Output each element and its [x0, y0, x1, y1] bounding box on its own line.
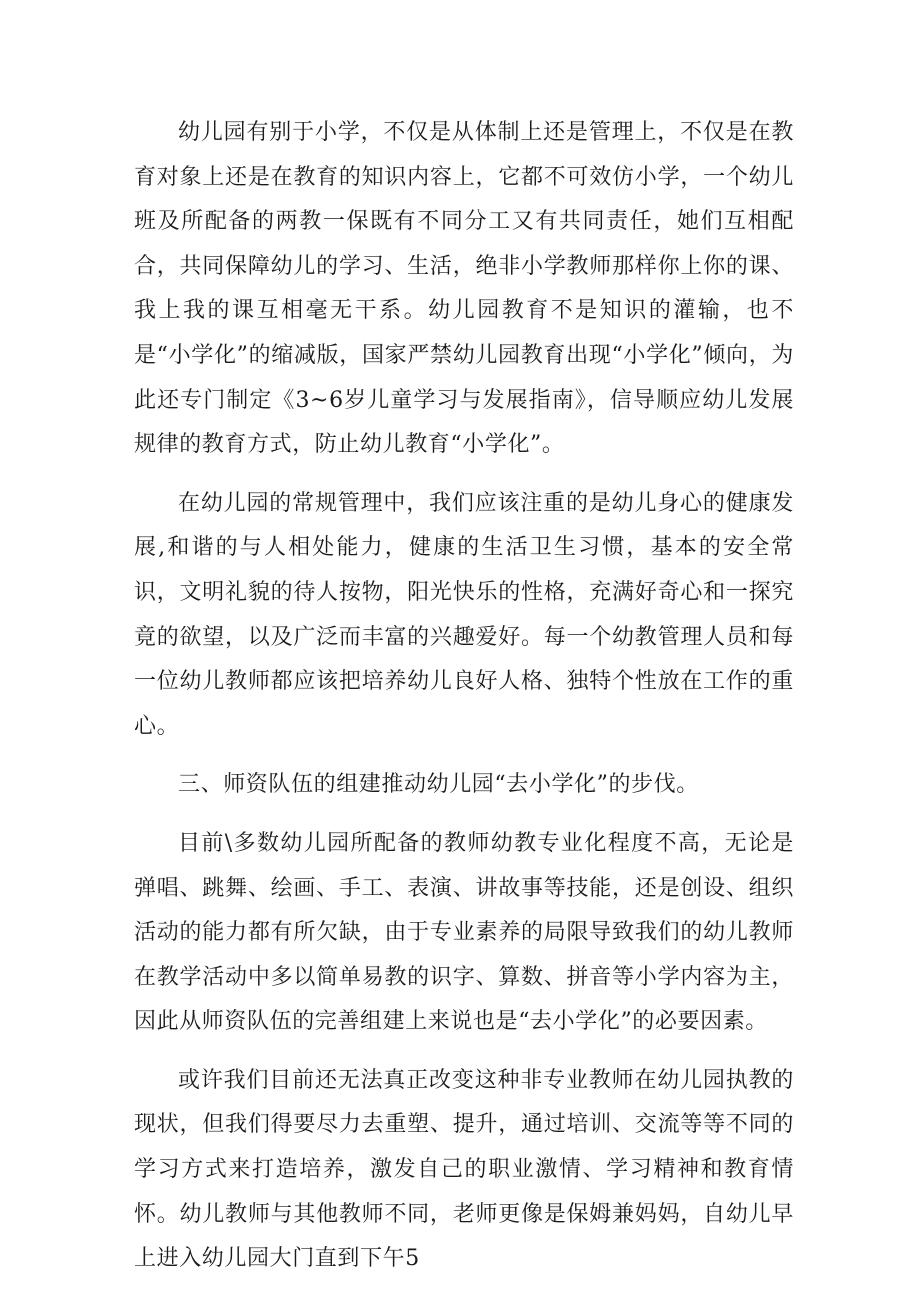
document-body: [134, 111, 794, 1296]
paragraph-2: 在幼儿园的常规管理中，我们应该注重的是幼儿身心的健康发展,和谐的与人相处能力，健康的生活卫生习惯，基本的安全常识，文明礼貌的待人按物，阳光快乐的性格，充满好奇心和一探究竟的欲望，以及广泛而丰富的兴趣爱好。每一个幼教管理人员和每一位幼儿教师都应该把培养幼儿良好人格、独特个性放在工作的重心。: [134, 490, 794, 739]
paragraph-4: 目前\多数幼儿园所配备的教师幼教专业化程度不高，无论是弹唱、跳舞、绘画、手工、表演、讲故事等技能，还是创设、组织活动的能力都有所欠缺，由于专业素养的局限导致我们的幼儿教师在教学活动中多以简单易教的识字、算数、拼音等小学内容为主，因此从师资队伍的完善组建上来说也是“去小学化”的必要因素。: [134, 830, 794, 1035]
paragraph-5: 或许我们目前还无法真正改变这种非专业教师在幼儿园执教的现状，但我们得要尽力去重塑、提升，通过培训、交流等等不同的学习方式来打造培养，激发自己的职业激情、学习精神和教育情怀。幼儿教师与其他教师不同，老师更像是保姆兼妈妈，自幼儿早上进入幼儿园大门直到下午5: [134, 1067, 794, 1272]
paragraph-1: 幼儿园有别于小学，不仅是从体制上还是管理上，不仅是在教育对象上还是在教育的知识内容上，它都不可效仿小学，一个幼儿班及所配备的两教一保既有不同分工又有共同责任，她们互相配合，共同保障幼儿的学习、生活，绝非小学教师那样你上你的课、我上我的课互相毫无干系。幼儿园教育不是知识的灌输，也不是“小学化”的缩减版，国家严禁幼儿园教育出现“小学化”倾向，为此还专门制定《3~6岁儿童学习与发展指南》，信导顺应幼儿发展规律的教育方式，防止幼儿教育“小学化”。: [134, 120, 794, 458]
section-heading-3: 三、师资队伍的组建推动幼儿园“去小学化”的步伐。: [178, 772, 699, 798]
